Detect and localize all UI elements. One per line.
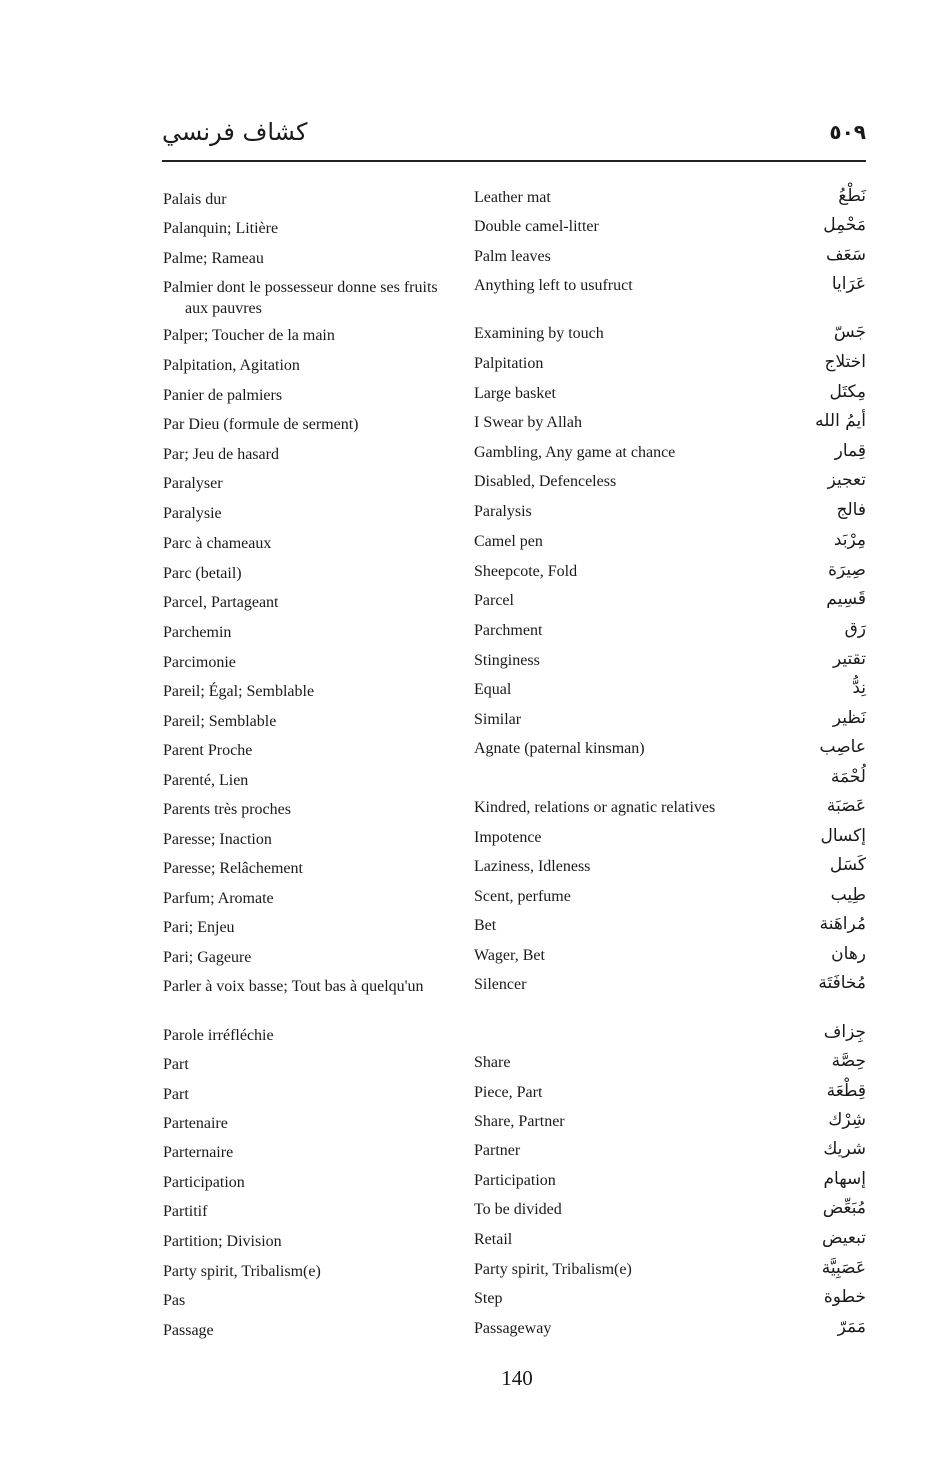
arabic-term: تبعيض (821, 1228, 866, 1248)
arabic-term: أيمُ الله (815, 411, 866, 431)
running-title: كشاف فرنسي (162, 118, 308, 146)
french-term (163, 1084, 438, 1105)
arabic-term: عَصَبِيَّة (821, 1258, 866, 1278)
english-term: Wager, Bet (474, 947, 545, 964)
arabic-term: نِدُّ (852, 678, 866, 698)
english-term: Bet (474, 917, 497, 934)
french-term (163, 355, 438, 376)
arabic-term: عَصَبَة (826, 796, 866, 816)
arabic-term: تقتير (833, 649, 866, 669)
french-term (163, 976, 438, 997)
english-term: Passageway (474, 1320, 552, 1337)
french-term-text: Paresse; Inaction (163, 831, 272, 848)
arabic-term: جِزاف (823, 1022, 866, 1042)
french-term (163, 1261, 438, 1282)
french-term (163, 1142, 438, 1163)
french-term (163, 888, 438, 909)
french-term-text: Parc (betail) (163, 565, 242, 582)
french-term (163, 1025, 438, 1046)
french-term-text: Panier de palmiers (163, 387, 283, 404)
english-term: Camel pen (474, 533, 543, 550)
arabic-term: مُخافَتَة (818, 973, 866, 993)
french-term-text: Party spirit, Tribalism(e) (163, 1263, 321, 1280)
english-term: Share, Partner (474, 1113, 565, 1130)
french-term (163, 858, 438, 879)
english-term: Paralysis (474, 503, 532, 520)
arabic-term: نَظير (832, 708, 866, 728)
english-term: Impotence (474, 829, 542, 846)
french-term-text: Palanquin; Litière (163, 220, 279, 237)
english-term: Disabled, Defenceless (474, 473, 617, 490)
english-term: Step (474, 1290, 503, 1307)
english-term: Large basket (474, 385, 556, 402)
arabic-term: حِصَّة (831, 1051, 866, 1071)
french-term-text: Parler à voix basse; Tout bas à quelqu'un (163, 978, 424, 995)
english-term: Equal (474, 681, 512, 698)
english-term: Party spirit, Tribalism(e) (474, 1261, 632, 1278)
arabic-term: مِكتَل (829, 382, 866, 402)
french-term-text: Palmier dont le possesseur donne ses fruits aux pauvres (163, 279, 438, 317)
french-term-text: Partition; Division (163, 1233, 282, 1250)
arabic-term: رَق (844, 619, 866, 639)
french-term-text: Parenté, Lien (163, 772, 249, 789)
arabic-term: قِطْعَة (826, 1081, 866, 1101)
arabic-term: قِمار (834, 441, 866, 461)
french-term (163, 622, 438, 643)
arabic-term: خطوة (823, 1287, 866, 1307)
arabic-term: طِيب (830, 885, 866, 905)
french-term-text: Parchemin (163, 624, 232, 641)
french-term-text: Paresse; Relâchement (163, 860, 303, 877)
arabic-term: مُبَعِّض (822, 1198, 866, 1218)
french-term-text: Palais dur (163, 191, 227, 208)
french-term (163, 503, 438, 524)
english-term: Palpitation (474, 355, 544, 372)
arabic-term: لُحْمَة (830, 767, 866, 787)
arabic-term: كَسَل (829, 855, 866, 875)
french-term (163, 1054, 438, 1075)
arabic-term: مُراهَنة (819, 914, 866, 934)
french-term-text: Parents très proches (163, 801, 291, 818)
english-term: I Swear by Allah (474, 414, 582, 431)
arabic-term: شريك (823, 1139, 866, 1159)
english-term: Stinginess (474, 652, 540, 669)
english-term: Share (474, 1054, 511, 1071)
english-term: Examining by touch (474, 325, 604, 342)
arabic-term: مَمَرّ (837, 1317, 866, 1337)
english-term: Parchment (474, 622, 543, 639)
english-term: Silencer (474, 976, 527, 993)
english-term: Double camel-litter (474, 218, 599, 235)
french-term-text: Part (163, 1086, 189, 1103)
arabic-term: مَحْمِل (823, 215, 866, 235)
french-term (163, 1172, 438, 1193)
arabic-term: شِرْك (828, 1110, 866, 1130)
english-term: Kindred, relations or agnatic relatives (474, 799, 716, 816)
french-term (163, 189, 438, 210)
french-term-text: Partenaire (163, 1115, 228, 1132)
english-term: Palm leaves (474, 248, 551, 265)
french-term-text: Par; Jeu de hasard (163, 446, 279, 463)
french-term-text: Parc à chameaux (163, 535, 272, 552)
english-term: Piece, Part (474, 1084, 543, 1101)
french-term-text: Palper; Toucher de la main (163, 327, 335, 344)
arabic-term: قَسِيم (826, 589, 866, 609)
french-term-text: Partitif (163, 1203, 208, 1220)
french-term (163, 1290, 438, 1311)
arabic-term: جَسّ (833, 322, 866, 342)
french-term (163, 799, 438, 820)
english-term: Gambling, Any game at chance (474, 444, 676, 461)
french-term (163, 917, 438, 938)
arabic-term: فالج (836, 500, 866, 520)
english-term: Retail (474, 1231, 513, 1248)
french-term-text: Palpitation, Agitation (163, 357, 300, 374)
english-term: Anything left to usufruct (474, 277, 633, 294)
french-term (163, 444, 438, 465)
english-term: Similar (474, 711, 522, 728)
french-term-text: Parcel, Partageant (163, 594, 279, 611)
header-page-number: ٥٠٩ (829, 120, 866, 144)
english-term: Partner (474, 1142, 521, 1159)
arabic-term: عاصِب (819, 737, 866, 757)
french-term-text: Pari; Gageure (163, 949, 252, 966)
page-number: 140 (501, 1366, 533, 1390)
french-term (163, 681, 438, 702)
french-term (163, 277, 438, 319)
french-term (163, 385, 438, 406)
english-term: Leather mat (474, 189, 551, 206)
french-term-text: Parent Proche (163, 742, 253, 759)
french-term-text: Paralysie (163, 505, 222, 522)
french-term (163, 770, 438, 791)
french-term (163, 947, 438, 968)
arabic-term: رهان (831, 944, 866, 964)
arabic-term: مِرْبَد (833, 530, 866, 550)
french-term (163, 325, 438, 346)
french-term (163, 1320, 438, 1341)
arabic-term: سَعَف (825, 245, 866, 265)
french-term-text: Paralyser (163, 475, 223, 492)
french-term (163, 414, 438, 435)
french-term-text: Participation (163, 1174, 245, 1191)
french-term-text: Passage (163, 1322, 214, 1339)
arabic-term: نَطْعُ (838, 186, 866, 206)
english-term: Parcel (474, 592, 514, 609)
french-term-text: Part (163, 1056, 189, 1073)
french-term-text: Parole irréfléchie (163, 1027, 274, 1044)
french-term (163, 563, 438, 584)
english-term: Participation (474, 1172, 556, 1189)
arabic-term: إكسال (820, 826, 866, 846)
french-term-text: Pareil; Semblable (163, 713, 277, 730)
french-term-text: Par Dieu (formule de serment) (163, 416, 359, 433)
french-term (163, 218, 438, 239)
french-term (163, 1201, 438, 1222)
french-term (163, 1231, 438, 1252)
french-term (163, 533, 438, 554)
arabic-term: إسهام (823, 1169, 866, 1189)
french-term (163, 1113, 438, 1134)
english-term: Scent, perfume (474, 888, 571, 905)
english-term: Sheepcote, Fold (474, 563, 578, 580)
english-term: Laziness, Idleness (474, 858, 591, 875)
arabic-term: تعجيز (827, 470, 866, 490)
english-term: To be divided (474, 1201, 562, 1218)
arabic-term: صِيرَة (828, 560, 866, 580)
french-term (163, 248, 438, 269)
french-term-text: Pareil; Égal; Semblable (163, 683, 315, 700)
french-term-text: Pas (163, 1292, 186, 1309)
french-term-text: Parternaire (163, 1144, 234, 1161)
french-term (163, 711, 438, 732)
french-term (163, 829, 438, 850)
arabic-term: عَرَايا (831, 274, 866, 294)
french-term-text: Palme; Rameau (163, 250, 264, 267)
french-term (163, 740, 438, 761)
arabic-term: اختلاج (824, 352, 866, 372)
french-term (163, 592, 438, 613)
french-term (163, 473, 438, 494)
english-term: Agnate (paternal kinsman) (474, 740, 645, 757)
french-term-text: Pari; Enjeu (163, 919, 235, 936)
french-term-text: Parfum; Aromate (163, 890, 274, 907)
french-term (163, 652, 438, 673)
french-term-text: Parcimonie (163, 654, 236, 671)
